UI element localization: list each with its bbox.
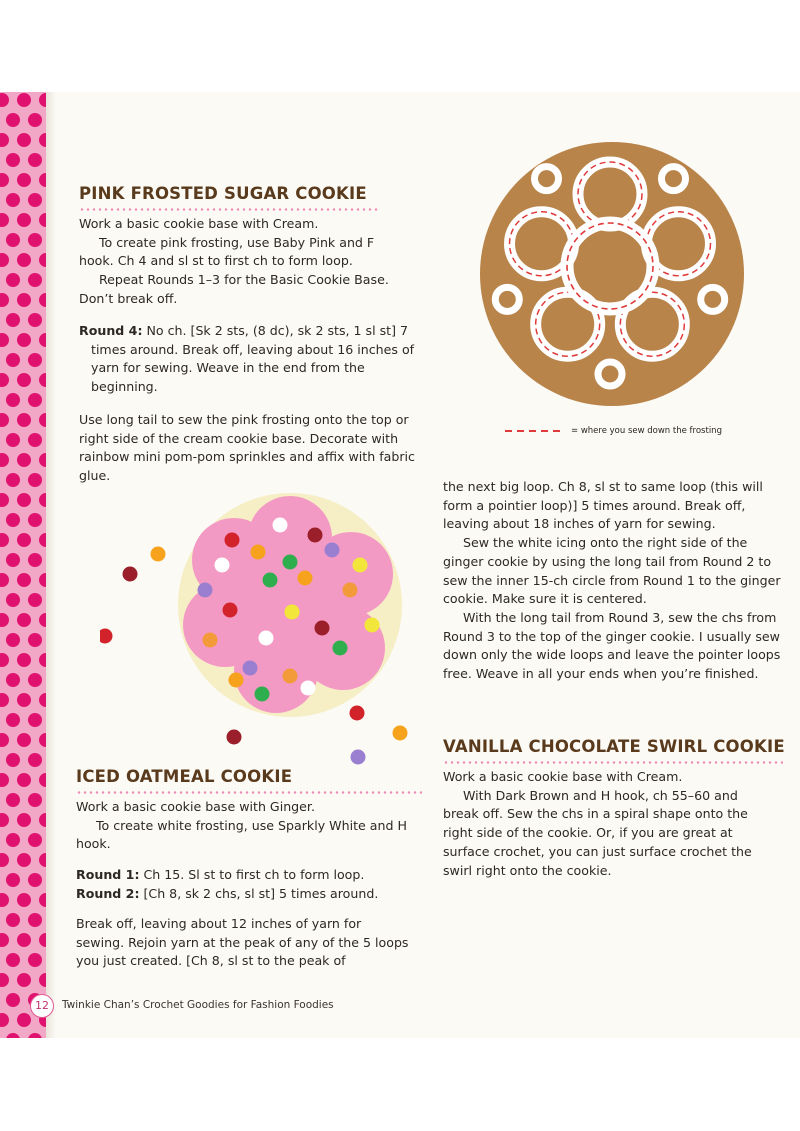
heading-iced-oatmeal: ICED OATMEAL COOKIE (76, 767, 293, 786)
legend-text: = where you sew down the frosting (571, 426, 722, 436)
sprinkle (315, 621, 330, 636)
polka-dot (39, 693, 46, 707)
polka-dot (28, 913, 42, 927)
polka-dot (39, 333, 46, 347)
round-2-label: Round 2: (76, 885, 140, 901)
oatmeal-closing (76, 915, 411, 971)
sprinkle (283, 669, 298, 684)
dashed-line-icon (505, 430, 565, 432)
sprinkle (100, 629, 113, 644)
polka-dot (28, 433, 42, 447)
polka-dot (6, 433, 20, 447)
polka-dot (39, 93, 46, 107)
polka-dot (0, 893, 9, 907)
polka-dot (28, 113, 42, 127)
oatmeal-line-2: To create white frosting, use Sparkly White and H hook. (76, 817, 407, 852)
vanilla-instructions (443, 768, 773, 880)
polka-dot-pattern (0, 92, 46, 1038)
polka-dot (39, 453, 46, 467)
heading-vanilla-swirl: VANILLA CHOCOLATE SWIRL COOKIE (443, 737, 785, 756)
sprinkle (285, 605, 300, 620)
sprinkle (198, 583, 213, 598)
frosting-lobe (309, 532, 393, 616)
polka-dot (6, 393, 20, 407)
sprinkle (350, 706, 365, 721)
polka-dot (0, 693, 9, 707)
polka-dot (17, 893, 31, 907)
iced-oatmeal-illustration (476, 138, 748, 410)
polka-dot (17, 133, 31, 147)
stitch-legend (505, 426, 722, 436)
heading-pink-frosted: PINK FROSTED SUGAR COOKIE (79, 184, 367, 203)
sprinkle (203, 633, 218, 648)
sprinkle (251, 545, 266, 560)
polka-dot (39, 813, 46, 827)
polka-dot (28, 513, 42, 527)
polka-dot (0, 373, 9, 387)
sprinkle (227, 730, 242, 745)
polka-dot (17, 973, 31, 987)
continued-p2: Sew the white icing onto the right side of the ginger cookie by using the long tail from Round 2 to sew the inner 15-ch circle from Round 1 to the ginger cookie. Make sure it is centered. (443, 535, 781, 607)
polka-dot (28, 593, 42, 607)
polka-dot (28, 753, 42, 767)
polka-dot (39, 133, 46, 147)
sprinkle (263, 573, 278, 588)
polka-dot (28, 873, 42, 887)
sprinkle (229, 673, 244, 688)
polka-dot (17, 1013, 31, 1027)
polka-dot (0, 213, 9, 227)
polka-dot (6, 873, 20, 887)
continued-p3: With the long tail from Round 3, sew the chs from Round 3 to the top of the ginger cookie. I usually sew down only the wide loops and leave the pointer loops free. Weave in all your ends when you’re finished. (443, 609, 781, 682)
sprinkle (333, 641, 348, 656)
sprinkle (223, 603, 238, 618)
polka-dot (28, 713, 42, 727)
pink-instructions (79, 215, 409, 309)
polka-dot (28, 1033, 42, 1038)
polka-dot (17, 773, 31, 787)
polka-dot (0, 133, 9, 147)
sprinkle (123, 567, 138, 582)
polka-dot (17, 93, 31, 107)
polka-dot (39, 213, 46, 227)
polka-dot (17, 253, 31, 267)
polka-dot (6, 113, 20, 127)
polka-dot (17, 933, 31, 947)
polka-dot (0, 533, 9, 547)
polka-dot (0, 493, 9, 507)
heading-underline (76, 791, 422, 794)
polka-dot (6, 313, 20, 327)
oatmeal-line-1: Work a basic cookie base with Ginger. (76, 799, 315, 814)
polka-dot (17, 613, 31, 627)
heading-underline (79, 208, 379, 211)
polka-dot (6, 473, 20, 487)
pink-round-4 (79, 322, 421, 397)
polka-dot (28, 673, 42, 687)
sprinkle (283, 555, 298, 570)
polka-dot (6, 273, 20, 287)
polka-dot (0, 253, 9, 267)
vanilla-line-1: Work a basic cookie base with Cream. (443, 769, 683, 784)
oatmeal-closing-text: Break off, leaving about 12 inches of yarn for sewing. Rejoin yarn at the peak of any of the 5 loops you just created. [Ch 8, sl st to the peak of (76, 916, 409, 969)
polka-dot (0, 853, 9, 867)
polka-dot (6, 993, 20, 1007)
polka-dot (6, 793, 20, 807)
polka-dot (17, 493, 31, 507)
page-gutter (46, 92, 56, 1038)
polka-dot (39, 173, 46, 187)
sprinkle (343, 583, 358, 598)
polka-dot (28, 473, 42, 487)
polka-dot (39, 533, 46, 547)
round-4-label: Round 4: (79, 323, 143, 338)
round-1-text: Ch 15. Sl st to first ch to form loop. (139, 867, 365, 882)
pink-line-2: To create pink frosting, use Baby Pink and F hook. Ch 4 and sl st to first ch to form loop. (79, 234, 375, 269)
sprinkle (151, 547, 166, 562)
pink-closing-text: Use long tail to sew the pink frosting onto the top or right side of the cream cookie base. Decorate with rainbow mini pom-pom sprinkles and affix with fabric glue. (79, 412, 415, 484)
polka-dot (6, 833, 20, 847)
polka-dot (28, 953, 42, 967)
polka-dot (6, 673, 20, 687)
polka-dot (0, 773, 9, 787)
pink-line-1: Work a basic cookie base with Cream. (79, 216, 319, 231)
sprinkle (393, 726, 408, 741)
polka-dot (0, 573, 9, 587)
sprinkle (353, 558, 368, 573)
oatmeal-rounds (76, 866, 421, 903)
sprinkle (325, 543, 340, 558)
polka-dot (17, 173, 31, 187)
sprinkle (298, 571, 313, 586)
polka-dot (39, 253, 46, 267)
polka-dot (39, 573, 46, 587)
polka-dot (28, 833, 42, 847)
polka-dot (17, 453, 31, 467)
polka-dot (28, 193, 42, 207)
polka-dot (28, 553, 42, 567)
sprinkle (215, 558, 230, 573)
heading-underline (443, 761, 783, 764)
polka-dot (0, 813, 9, 827)
polka-dot (17, 573, 31, 587)
oatmeal-continued (443, 478, 783, 684)
polka-dot (0, 413, 9, 427)
polka-dot (0, 453, 9, 467)
polka-dot (39, 853, 46, 867)
sprinkle (259, 631, 274, 646)
polka-dot (0, 933, 9, 947)
polka-dot (17, 413, 31, 427)
polka-dot (39, 733, 46, 747)
pink-line-3: Repeat Rounds 1–3 for the Basic Cookie Base. Don’t break off. (79, 272, 389, 306)
polka-dot (39, 653, 46, 667)
polka-dot (39, 413, 46, 427)
polka-dot (6, 953, 20, 967)
polka-dot (0, 93, 9, 107)
polka-dot (28, 393, 42, 407)
round-1-label: Round 1: (76, 867, 140, 882)
polka-dot (28, 233, 42, 247)
pink-cookie-illustration (100, 490, 430, 780)
polka-dot (6, 633, 20, 647)
polka-dot (28, 353, 42, 367)
polka-dot (0, 293, 9, 307)
polka-dot (28, 793, 42, 807)
polka-dot (17, 333, 31, 347)
polka-dot (6, 593, 20, 607)
oatmeal-round-2 (76, 885, 421, 904)
polka-dot (0, 613, 9, 627)
polka-dot (28, 273, 42, 287)
polka-dot (39, 493, 46, 507)
polka-dot (39, 373, 46, 387)
polka-dot (17, 653, 31, 667)
polka-dot (0, 1013, 9, 1027)
polka-dot (6, 1033, 20, 1038)
polka-dot (17, 853, 31, 867)
polka-dot (17, 293, 31, 307)
polka-dot (6, 913, 20, 927)
polka-dot (6, 193, 20, 207)
round-2-text: [Ch 8, sk 2 chs, sl st] 5 times around. (139, 885, 379, 901)
polka-dot (6, 753, 20, 767)
book-title-footer: Twinkie Chan’s Crochet Goodies for Fashion Foodies (62, 999, 334, 1011)
polka-dot (39, 893, 46, 907)
polka-dot (39, 293, 46, 307)
sprinkle (308, 528, 323, 543)
polka-dot (39, 933, 46, 947)
polka-dot (17, 733, 31, 747)
polka-dot (39, 773, 46, 787)
polka-dot (6, 153, 20, 167)
polka-dot-border (0, 92, 46, 1038)
polka-dot (28, 633, 42, 647)
polka-dot (17, 533, 31, 547)
pink-closing (79, 411, 415, 486)
polka-dot (0, 333, 9, 347)
polka-dot (6, 353, 20, 367)
oatmeal-intro (76, 798, 421, 854)
polka-dot (39, 973, 46, 987)
polka-dot (28, 313, 42, 327)
sprinkle (351, 750, 366, 765)
round-4-text: No ch. [Sk 2 sts, (8 dc), sk 2 sts, 1 sl st] 7 times around. Break off, leaving about 16 inches of yarn for sewing. Weave in the end from the beginning. (91, 323, 415, 395)
polka-dot (17, 693, 31, 707)
sprinkle (255, 687, 270, 702)
sprinkle (365, 618, 380, 633)
vanilla-line-2: With Dark Brown and H hook, ch 55–60 and break off. Sew the chs in a spiral shape onto the right side of the cookie. Or, if you are great at surface crochet, you can just surface crochet the swirl right onto the cookie. (443, 787, 752, 878)
sprinkle (301, 681, 316, 696)
continued-p1: the next big loop. Ch 8, sl st to same loop (this will form a pointier loop)] 5 times around. Break off, leaving about 18 inches of yarn for sewing. (443, 479, 763, 532)
sprinkle (225, 533, 240, 548)
sprinkle (273, 518, 288, 533)
polka-dot (6, 713, 20, 727)
polka-dot (0, 173, 9, 187)
polka-dot (6, 513, 20, 527)
polka-dot (28, 153, 42, 167)
polka-dot (0, 653, 9, 667)
polka-dot (6, 553, 20, 567)
polka-dot (39, 613, 46, 627)
polka-dot (17, 813, 31, 827)
polka-dot (0, 973, 9, 987)
polka-dot (0, 733, 9, 747)
oatmeal-round-1 (76, 866, 421, 885)
sprinkle (243, 661, 258, 676)
page-number: 12 (30, 994, 54, 1018)
polka-dot (6, 233, 20, 247)
polka-dot (17, 213, 31, 227)
polka-dot (17, 373, 31, 387)
